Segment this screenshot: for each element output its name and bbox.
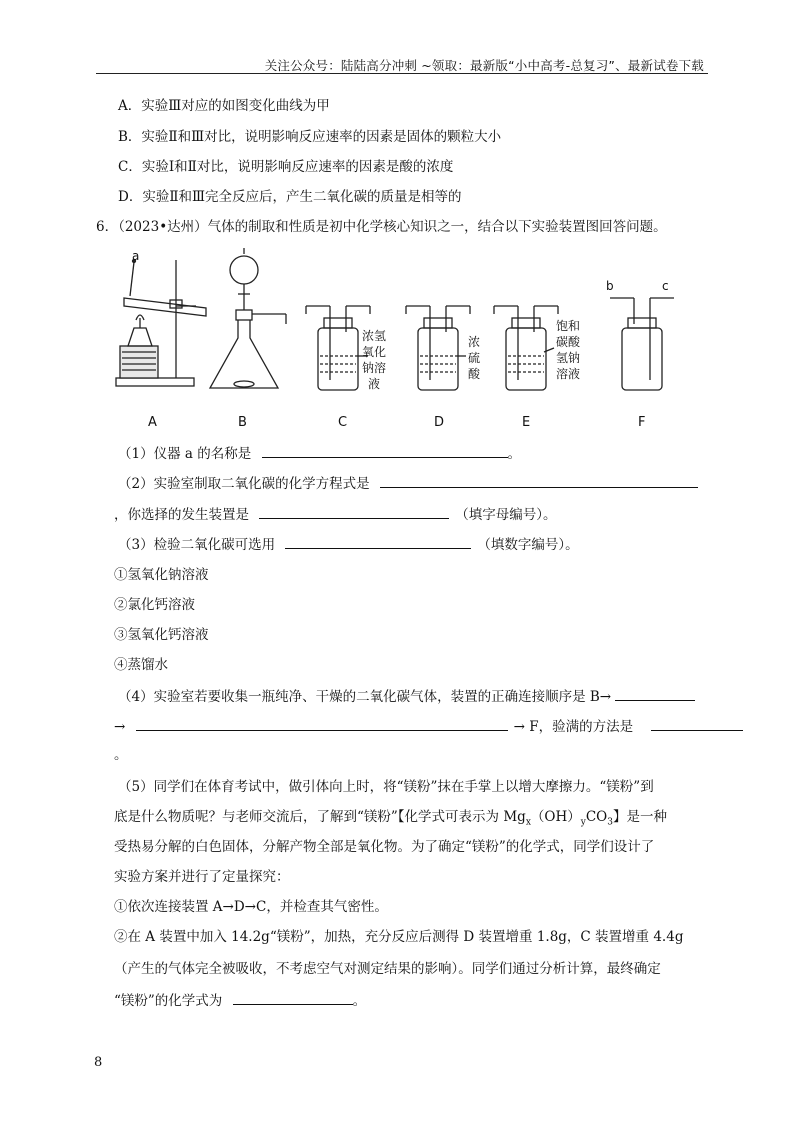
d-text-3: 酸 bbox=[468, 367, 481, 381]
option-d: D．实验Ⅱ和Ⅲ完全反应后，产生二氧化碳的质量是相等的 bbox=[118, 189, 462, 205]
choice-3: ③氢氧化钙溶液 bbox=[114, 627, 209, 643]
answer-blank-4c[interactable] bbox=[651, 718, 743, 731]
part-4-line1 bbox=[118, 688, 695, 706]
fig-label-e: E bbox=[522, 415, 531, 430]
choice-2: ②氯化钙溶液 bbox=[114, 597, 195, 613]
part-3-text: （3）检验二氧化碳可选用 bbox=[118, 537, 276, 553]
c-text-1: 浓氢 bbox=[362, 329, 387, 343]
part-4-end: 。 bbox=[114, 747, 128, 763]
part-5-final-suffix: 。 bbox=[352, 993, 367, 1009]
e-text-3: 氢钠 bbox=[556, 351, 581, 365]
part-4-line2 bbox=[114, 718, 743, 736]
answer-blank-5[interactable] bbox=[233, 992, 353, 1005]
answer-blank-4b[interactable] bbox=[136, 718, 508, 731]
part-5-line2 bbox=[114, 808, 667, 832]
part-2b-text: ，你选择的发生装置是 bbox=[114, 507, 249, 523]
sub-3: 3 bbox=[607, 817, 613, 828]
part-5-tail: 】是一种 bbox=[612, 809, 667, 825]
part-4-mid: → F，验满的方法是 bbox=[513, 719, 634, 735]
part-5-line6: ②在 A 装置中加入 14.2g“镁粉”，加热，充分反应后测得 D 装置增重 1.8g，C 装置增重 4.4g bbox=[114, 929, 684, 945]
fig-label-f: F bbox=[638, 415, 646, 430]
fig-label-d: D bbox=[434, 415, 445, 430]
part-2 bbox=[118, 475, 698, 493]
fig-label-b: B bbox=[238, 415, 247, 430]
part-2b-suffix: （填字母编号）。 bbox=[455, 507, 557, 523]
option-b: B．实验Ⅱ和Ⅲ对比，说明影响反应速率的因素是固体的颗粒大小 bbox=[118, 129, 502, 145]
apparatus-c bbox=[306, 306, 370, 390]
choice-1: ①氢氧化钠溶液 bbox=[114, 567, 209, 583]
part-3-suffix: （填数字编号）。 bbox=[477, 537, 579, 553]
sub-x: x bbox=[525, 817, 531, 828]
label-a-instrument: a bbox=[132, 249, 140, 263]
label-c-port: c bbox=[662, 279, 669, 293]
fig-label-a: A bbox=[148, 415, 157, 430]
fig-label-c: C bbox=[338, 415, 348, 430]
part-5-formula-text: 底是什么物质呢？与老师交流后，了解到“镁粉”【化学式可表示为 Mg bbox=[114, 809, 526, 825]
choice-4: ④蒸馏水 bbox=[114, 657, 168, 673]
apparatus-figure bbox=[110, 248, 690, 438]
part-2b bbox=[114, 506, 557, 524]
c-text-2: 氧化 bbox=[362, 345, 387, 359]
page-number: 8 bbox=[94, 1055, 103, 1070]
answer-blank-1[interactable] bbox=[262, 445, 508, 458]
answer-blank-4a[interactable] bbox=[615, 688, 695, 701]
part-5-line5: ①依次连接装置 A→D→C，并检查其气密性。 bbox=[114, 899, 388, 915]
answer-blank-2b[interactable] bbox=[259, 506, 449, 519]
label-b-port: b bbox=[606, 279, 614, 293]
part-4-text: （4）实验室若要收集一瓶纯净、干燥的二氧化碳气体，装置的正确连接顺序是 B→ bbox=[118, 689, 612, 705]
page-header: 关注公众号：陆陆高分冲刺 ~领取：最新版“小中高考-总复习”、最新试卷下载 bbox=[264, 58, 704, 73]
part-5-line8 bbox=[114, 992, 366, 1010]
e-text-2: 碳酸 bbox=[556, 335, 581, 349]
part-3 bbox=[118, 536, 579, 554]
part-5-line3: 受热易分解的白色固体，分解产物全部是氧化物。为了确定“镁粉”的化学式，同学们设计了 bbox=[114, 839, 655, 855]
part-5-line7: （产生的气体完全被吸收，不考虑空气对测定结果的影响）。同学们通过分析计算，最终确定 bbox=[114, 961, 661, 977]
c-text-4: 液 bbox=[368, 377, 381, 391]
option-c: C．实验Ⅰ和Ⅱ对比，说明影响反应速率的因素是酸的浓度 bbox=[118, 159, 454, 175]
apparatus-diagram bbox=[110, 248, 690, 438]
c-text-3: 钠溶 bbox=[362, 361, 387, 375]
e-text-1: 饱和 bbox=[556, 319, 581, 333]
part-5-line4: 实验方案并进行了定量探究： bbox=[114, 869, 290, 885]
sub-y: y bbox=[580, 817, 586, 828]
part-5-co: CO bbox=[585, 809, 608, 825]
part-5-final-text: “镁粉”的化学式为 bbox=[114, 993, 223, 1009]
part-5-oh: （OH） bbox=[530, 809, 581, 825]
apparatus-b bbox=[210, 248, 286, 388]
answer-blank-3[interactable] bbox=[285, 536, 471, 549]
apparatus-f bbox=[610, 298, 674, 390]
e-text-4: 溶液 bbox=[556, 367, 581, 381]
answer-blank-2a[interactable] bbox=[380, 475, 698, 488]
question-stem: 6．（2023•达州）气体的制取和性质是初中化学核心知识之一，结合以下实验装置图回答问题。 bbox=[96, 219, 667, 235]
part-2-text: （2）实验室制取二氧化碳的化学方程式是 bbox=[118, 476, 370, 492]
part-5-line1: （5）同学们在体育考试中，做引体向上时，将“镁粉”抹在手掌上以增大摩擦力。“镁粉”到 bbox=[118, 779, 654, 795]
d-text-1: 浓 bbox=[468, 335, 481, 349]
part-4-arrow: → bbox=[114, 719, 126, 735]
header-rule bbox=[96, 73, 708, 74]
part-1-text: （1）仪器 a 的名称是 bbox=[118, 446, 252, 462]
d-text-2: 硫 bbox=[468, 351, 481, 365]
option-a: A．实验Ⅲ对应的如图变化曲线为甲 bbox=[118, 98, 330, 114]
apparatus-d bbox=[406, 306, 470, 390]
apparatus-e bbox=[494, 306, 558, 390]
apparatus-a bbox=[116, 260, 206, 387]
part-1 bbox=[118, 445, 521, 463]
part-1-suffix: 。 bbox=[507, 446, 522, 462]
